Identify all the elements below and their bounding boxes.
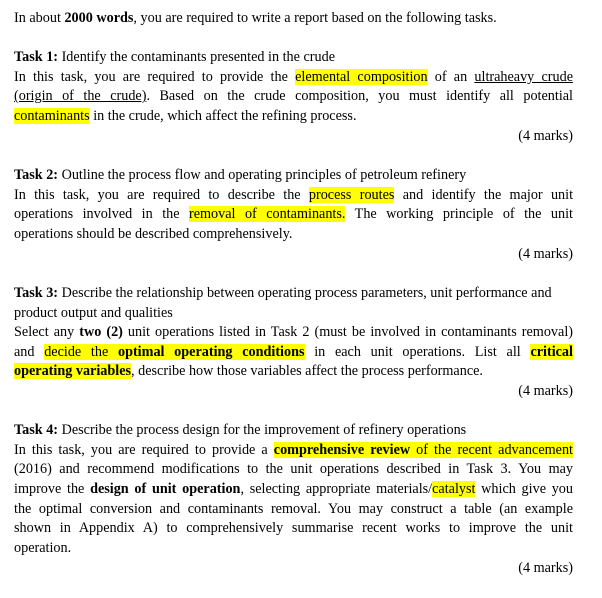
- task4-heading: Task 4: Describe the process design for the improvement of refinery operations: [14, 422, 467, 438]
- highlight-contaminants: contaminants: [14, 108, 90, 124]
- highlight-removal-of-contaminants: removal of contaminants.: [189, 206, 346, 222]
- highlight-optimal-operating-conditions: decide the optimal operating conditions: [44, 344, 305, 360]
- highlight-process-routes: process routes: [308, 187, 395, 203]
- task1-line-3: contaminants in the crude, which affect the refining process.: [14, 108, 357, 124]
- task4-line-6: operation.: [14, 540, 72, 556]
- task2-heading: Task 2: Outline the process flow and operating principles of petroleum refinery: [14, 167, 467, 183]
- task3-marks: (4 marks): [518, 383, 573, 399]
- task4-marks: (4 marks): [518, 560, 573, 576]
- highlight-elemental-composition: elemental composition: [295, 69, 428, 85]
- task2-line-3: operations should be described comprehensively.: [14, 226, 293, 242]
- task1-marks: (4 marks): [518, 128, 573, 144]
- task4-line-4: the optimal conversion and contaminants removal. You may construct a table (an example: [14, 501, 573, 517]
- intro-line: In about 2000 words, you are required to write a report based on the following tasks.: [14, 10, 497, 26]
- task4-line-5: shown in Appendix A) to comprehensively summarise recent works to improve the unit: [14, 520, 573, 536]
- task2-line-2: operations involved in the removal of contaminants. The working principle of the unit: [14, 206, 573, 222]
- task2-marks: (4 marks): [518, 246, 573, 262]
- task3-heading: Task 3: Describe the relationship between operating process parameters, unit performance and: [14, 285, 552, 301]
- task4-line-3: improve the design of unit operation, selecting appropriate materials/catalyst which give you: [14, 481, 573, 497]
- task4-line-1: In this task, you are required to provide a comprehensive review of the recent advancement: [14, 442, 573, 458]
- task3-line-2: and decide the optimal operating conditions in each unit operations. List all critical: [14, 344, 573, 360]
- task1-heading: Task 1: Identify the contaminants presented in the crude: [14, 49, 335, 65]
- task2-line-1: In this task, you are required to describe the process routes and identify the major unit: [14, 187, 574, 203]
- task4-line-2: (2016) and recommend modifications to the unit operations described in Task 3. You may: [14, 461, 573, 477]
- task1-line-1: In this task, you are required to provide the elemental composition of an ultraheavy crude: [14, 69, 573, 85]
- task3-line-3: operating variables, describe how those variables affect the process performance.: [14, 363, 483, 379]
- highlight-catalyst: catalyst: [432, 481, 476, 497]
- highlight-critical: critical: [530, 344, 573, 360]
- task3-line-1: Select any two (2) unit operations listed in Task 2 (must be involved in contaminants removal): [14, 324, 573, 340]
- highlight-comprehensive-review: comprehensive review of the recent advancement: [273, 442, 573, 458]
- highlight-operating-variables: operating variables: [14, 363, 132, 379]
- task1-line-2: (origin of the crude). Based on the crude composition, you must identify all potential: [14, 88, 573, 104]
- task3-heading-cont: product output and qualities: [14, 305, 173, 321]
